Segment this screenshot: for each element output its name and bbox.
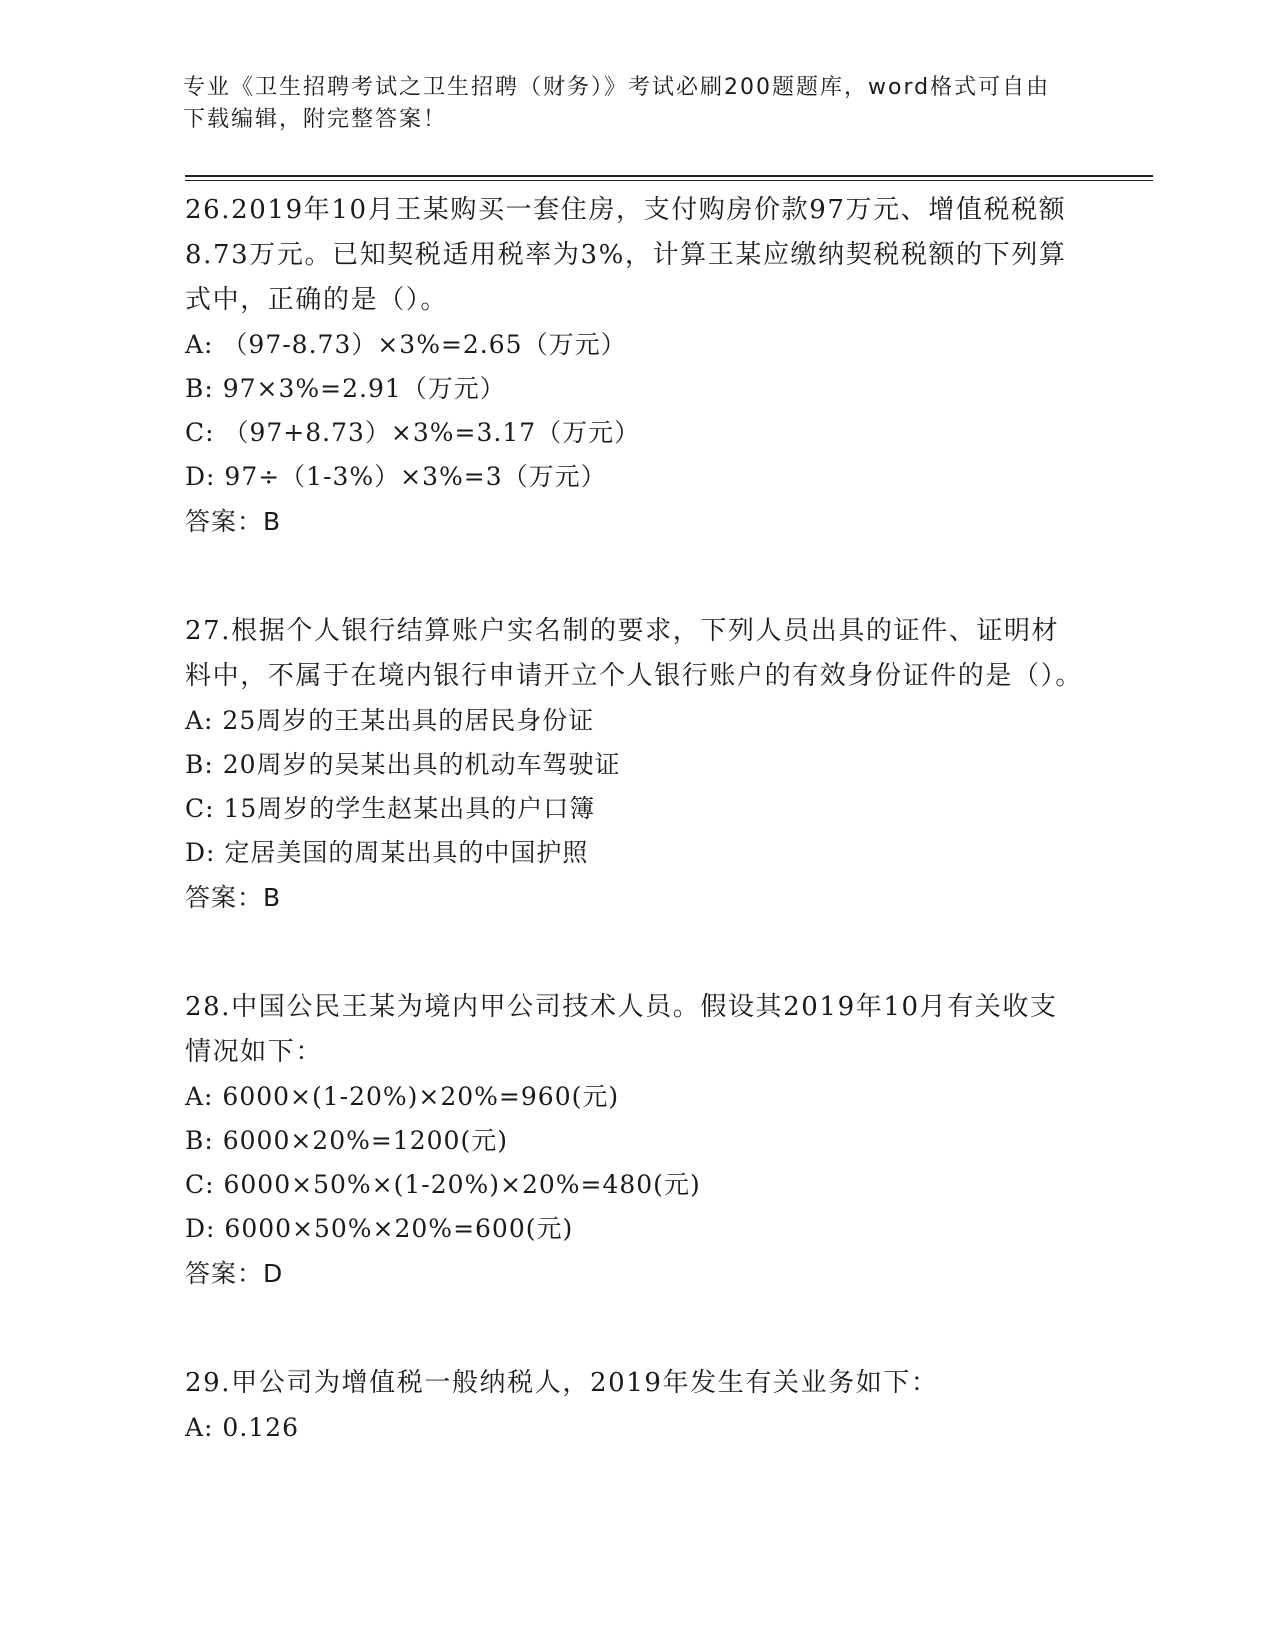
option-d: D: 6000×50%×20%=600(元) [185, 1214, 574, 1243]
option-c: C: 15周岁的学生赵某出具的户口簿 [185, 794, 596, 823]
option-b: B: 97×3%=2.91（万元） [185, 374, 506, 403]
answer-label: 答案：B [185, 883, 282, 912]
question-28 [185, 985, 1085, 1297]
option-d: D: 97÷（1-3%）×3%=3（万元） [185, 462, 607, 491]
question-stem: 26.2019年10月王某购买一套住房，支付购房价款97万元、增值税税额8.73万元。已知契税适用税率为3%，计算王某应缴纳契税税额的下列算式中，正确的是（）。 [185, 195, 1067, 315]
option-a: A: 25周岁的王某出具的居民身份证 [185, 706, 595, 735]
question-27 [185, 609, 1085, 921]
option-a: A: 6000×(1-20%)×20%=960(元) [185, 1082, 620, 1111]
question-29 [185, 1361, 1085, 1450]
question-stem: 28.中国公民王某为境内甲公司技术人员。假设其2019年10月有关收支情况如下： [185, 992, 1058, 1067]
option-c: C: （97+8.73）×3%=3.17（万元） [185, 418, 641, 447]
option-b: B: 6000×20%=1200(元) [185, 1126, 508, 1155]
option-c: C: 6000×50%×(1-20%)×20%=480(元) [185, 1170, 701, 1199]
header-divider-thin [185, 180, 1153, 181]
answer-label: 答案：D [185, 1259, 284, 1288]
question-26 [185, 188, 1085, 545]
option-a: A: 0.126 [185, 1413, 299, 1442]
option-d: D: 定居美国的周某出具的中国护照 [185, 838, 589, 867]
question-list [185, 188, 1085, 1514]
question-stem: 27.根据个人银行结算账户实名制的要求，下列人员出具的证件、证明材料中，不属于在境内银行申请开立个人银行账户的有效身份证件的是（）。 [185, 616, 1083, 691]
header-divider-thick [185, 175, 1153, 177]
option-a: A: （97-8.73）×3%=2.65（万元） [185, 330, 627, 359]
option-b: B: 20周岁的吴某出具的机动车驾驶证 [185, 750, 621, 779]
answer-label: 答案：B [185, 507, 282, 536]
document-header: 专业《卫生招聘考试之卫生招聘（财务）》考试必刷200题题库，word格式可自由下载编辑，附完整答案！ [183, 75, 1051, 132]
question-stem: 29.甲公司为增值税一般纳税人，2019年发生有关业务如下： [185, 1368, 939, 1398]
